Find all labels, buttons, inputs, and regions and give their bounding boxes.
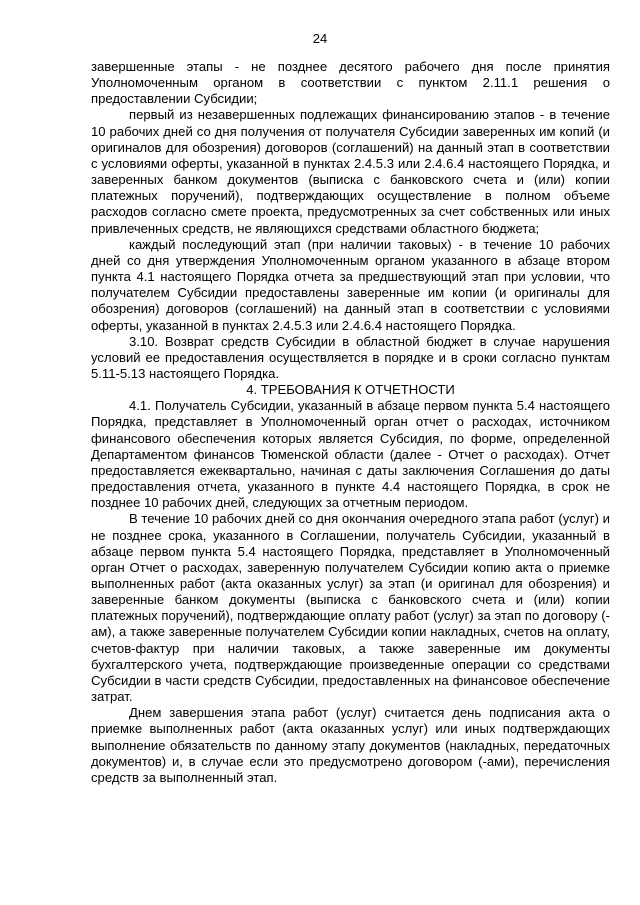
paragraph-stage-report: В течение 10 рабочих дней со дня окончания очередного этапа работ (услуг) и не позднее срока, указанного в Соглашении, получатель Субсидии, указанный в абзаце первом пункта 5.4 настоящего Порядка, представляет в Уполномоченный орган Отчет о расходах, заверенную получателем Субсидии копию акта о приемке выполненных работ (акта оказанных услуг) за этап (и оригинал для обозрения) и заверенные банком документы (выписка с банковского счета и (или) копии платежных поручений), подтверждающие оплату работ (услуг) за этап по договору (-ам), а также заверенные получателем Субсидии копии накладных, счетов на оплату, счетов-фактур при наличии таковых, а также заверенные им документы бухгалтерского учета, подтверждающие произведенные операции со средствами Субсидии в части средств Субсидии, предоставленных на финансовое обеспечение затрат. [91, 511, 610, 705]
document-body [91, 59, 610, 786]
paragraph-3-10: 3.10. Возврат средств Субсидии в областной бюджет в случае нарушения условий ее предоставления осуществляется в порядке и в сроки согласно пунктам 5.11-5.13 настоящего Порядка. [91, 333, 610, 381]
paragraph-4-1: 4.1. Получатель Субсидии, указанный в абзаце первом пункта 5.4 настоящего Порядка, представляет в Уполномоченный орган отчет о расходах, источником финансового обеспечения которых является Субсидия, по форме, определенной Департаментом финансов Тюменской области (далее - Отчет о расходах). Отчет предоставляется ежеквартально, начиная с даты заключения Соглашения до даты предоставления отчета, указанного в пункте 4.4 настоящего Порядка, в срок не позднее 10 рабочих дней, следующих за отчетным периодом. [91, 398, 610, 511]
paragraph-stage-completion-day: Днем завершения этапа работ (услуг) считается день подписания акта о приемке выполненных работ (акта оказанных услуг) или иных подтверждающих выполнение обязательств по данному этапу документов (накладных, передаточных документов) и, в случае если это предусмотрено договором (-ами), перечисления средств за выполненный этап. [91, 705, 610, 785]
section-heading: 4. ТРЕБОВАНИЯ К ОТЧЕТНОСТИ [246, 382, 455, 398]
paragraph-each-subsequent-stage: каждый последующий этап (при наличии таковых) - в течение 10 рабочих дней со дня утверждения Уполномоченным органом указанного в абзаце втором пункта 4.1 настоящего Порядка отчета за предшествующий этап при условии, что получателем Субсидии предоставлены заверенные им копии (и оригиналы для обозрения) договоров (соглашений) на данный этап в соответствии с условиями оферты, указанной в пунктах 2.4.5.3 или 2.4.6.4 настоящего Порядка. [91, 236, 610, 333]
paragraph-first-unfinished-stage: первый из незавершенных подлежащих финансированию этапов - в течение 10 рабочих дней со дня получения от получателя Субсидии заверенных им копий (и оригиналов для обозрения) договоров (соглашений) на данный этап в соответствии с условиями оферты, указанной в пунктах 2.4.5.3 или 2.4.6.4 настоящего Порядка, и заверенных банком документов (выписка с банковского счета и (или) копии платежных поручений), подтверждающих осуществление в полном объеме расходов согласно смете проекта, предусмотренных за счет собственных или иных привлеченных средств, не являющихся средствами областного бюджета; [91, 107, 610, 236]
page-number: 24 [312, 31, 328, 46]
paragraph-completed-stages: завершенные этапы - не позднее десятого рабочего дня после принятия Уполномоченным органом в соответствии с пунктом 2.11.1 решения о предоставлении Субсидии; [91, 59, 610, 107]
